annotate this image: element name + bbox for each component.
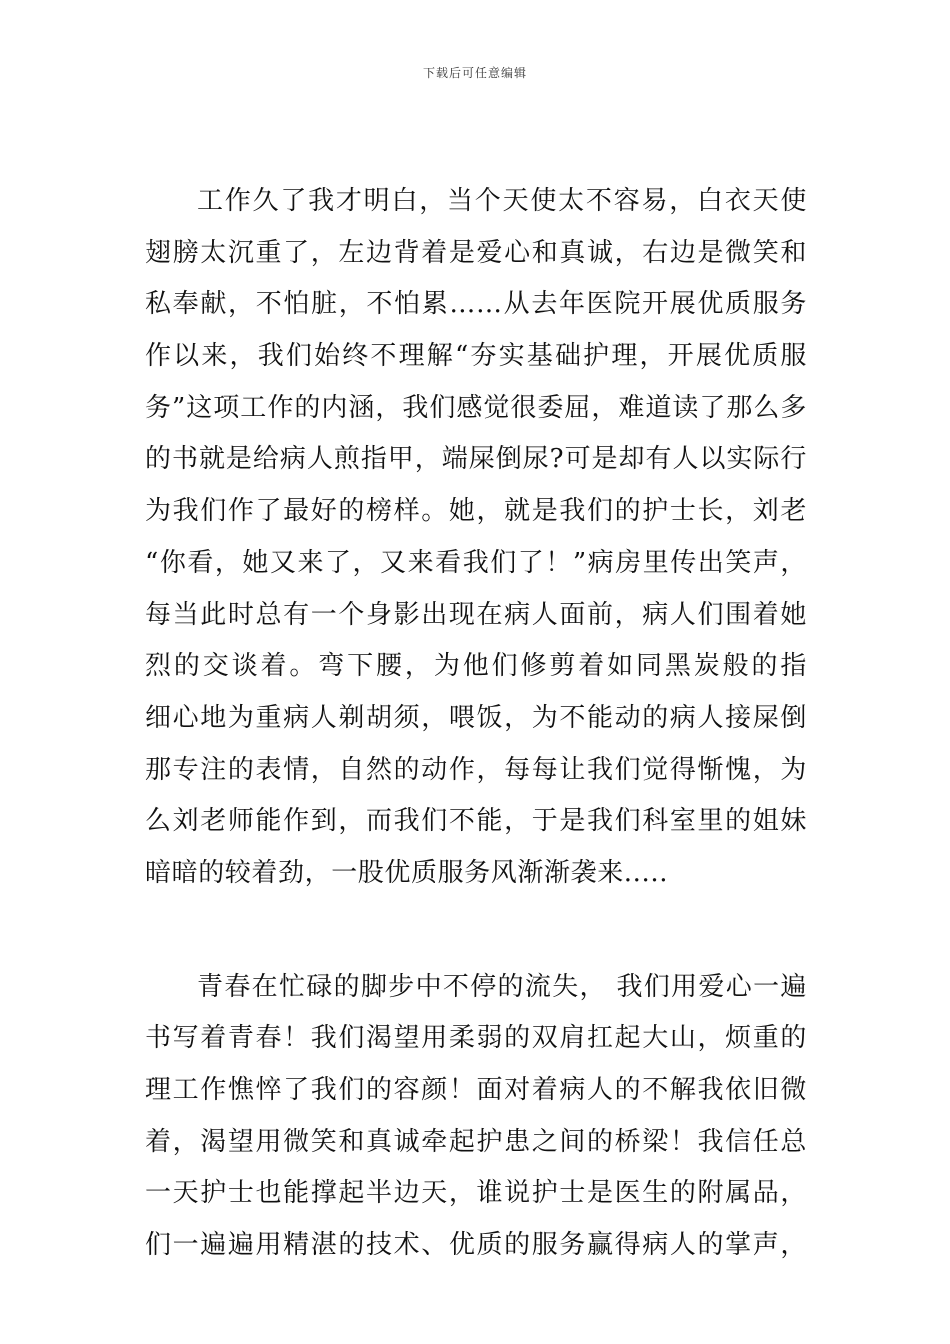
- text-line: 青春在忙碌的脚步中不停的流失， 我们用爱心一遍: [197, 971, 807, 1002]
- text-line: 细心地为重病人剃胡须，喂饭，为不能动的病人接屎倒: [145, 702, 807, 733]
- text-line: 工作久了我才明白，当个天使太不容易，白衣天使: [197, 186, 807, 216]
- text-line: 暗暗的较着劲，一股优质服务风渐渐袭来.....: [145, 857, 669, 888]
- text-line: 们一遍遍用精湛的技术、优质的服务赢得病人的掌声，: [145, 1230, 807, 1261]
- text-line: 着，渴望用微笑和真诚牵起护患之间的桥梁！我信任总: [145, 1126, 807, 1157]
- text-line: 书写着青春！我们渴望用柔弱的双肩扛起大山，烦重的: [145, 1023, 807, 1054]
- text-line: 的书就是给病人煎指甲，端屎倒尿?可是却有人以实际行: [145, 444, 807, 475]
- text-line: 作以来，我们始终不理解“夯实基础护理，开展优质服: [145, 341, 807, 372]
- text-line: 一天护士也能撑起半边天，谁说护士是医生的附属品，: [145, 1178, 807, 1209]
- text-line: 翅膀太沉重了，左边背着是爱心和真诚，右边是微笑和: [145, 237, 807, 268]
- text-line: 务”这项工作的内涵，我们感觉很委屈，难道读了那么多: [145, 392, 807, 423]
- page-header-note: 下载后可任意编辑: [422, 66, 527, 80]
- paragraph-1: [145, 176, 807, 900]
- text-line: 每当此时总有一个身影出现在病人面前，病人们围着她: [145, 599, 807, 630]
- text-line: 为我们作了最好的榜样。她，就是我们的护士长，刘老: [145, 496, 807, 527]
- document-body: [145, 176, 807, 1272]
- text-line: 么刘老师能作到，而我们不能，于是我们科室里的姐妹: [145, 806, 807, 837]
- text-line: “你看，她又来了，又来看我们了！”病房里传出笑声，: [145, 547, 807, 578]
- text-line: 烈的交谈着。弯下腰，为他们修剪着如同黑炭般的指: [145, 651, 807, 682]
- text-line: 那专注的表情，自然的动作，每每让我们觉得惭愧，为: [145, 754, 807, 785]
- text-line: 理工作憔悴了我们的容颜！面对着病人的不解我依旧微: [145, 1075, 807, 1105]
- paragraph-spacer: [145, 900, 807, 962]
- paragraph-2: [145, 962, 807, 1272]
- text-line: 私奉献，不怕脏，不怕累……从去年医院开展优质服务: [145, 289, 807, 320]
